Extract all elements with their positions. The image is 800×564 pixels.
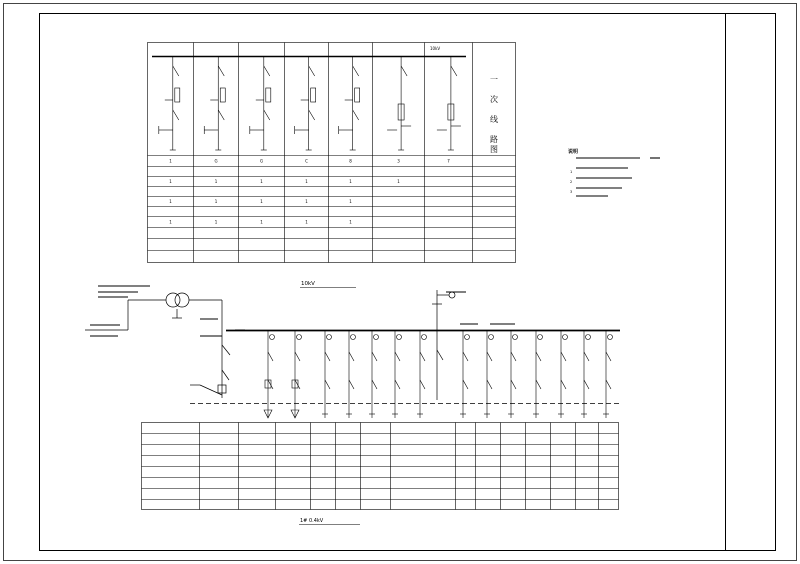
fuse-block (220, 88, 225, 102)
feeder-number-circle (270, 335, 275, 340)
table-cell: 1 (260, 219, 263, 225)
drawing-frame (4, 4, 797, 561)
table-cell: 1 (214, 179, 218, 184)
feeder-circuits (264, 331, 613, 419)
feeder-circuit (460, 331, 470, 419)
disconnector (561, 380, 566, 389)
feeder-number-circle (297, 335, 302, 340)
feeder-circuit (369, 331, 379, 419)
switchgear-circuit (437, 57, 461, 151)
fuse-block (311, 88, 316, 102)
switch (218, 110, 224, 120)
switchgear-circuit (204, 57, 225, 151)
breaker (463, 352, 468, 361)
breaker (268, 352, 273, 361)
disconnector (584, 380, 589, 389)
disconnector (173, 66, 179, 76)
table-cell: 1 (214, 219, 218, 225)
upper-circuit-symbols (159, 57, 461, 151)
bus-voltage-label: 10kV (430, 46, 441, 51)
note-line: 3 (570, 190, 573, 194)
fuse-block (175, 88, 180, 102)
table-cell: 1 (305, 219, 308, 225)
breaker (395, 352, 400, 361)
feeder-number-circle (327, 335, 332, 340)
note-line: 2 (570, 180, 573, 184)
disconnector (218, 66, 224, 76)
breaker (349, 352, 354, 361)
switchgear-circuit (387, 57, 411, 151)
switchgear-circuit (250, 57, 271, 151)
vertical-title-char: 路 (490, 135, 498, 144)
disconnector (420, 380, 425, 389)
disconnector (295, 380, 300, 389)
table-cell: 8 (349, 158, 352, 164)
disconnector (536, 380, 541, 389)
feeder-number-circle (586, 335, 591, 340)
feeder-circuit (322, 331, 332, 419)
notes-text-lines (576, 158, 660, 196)
upper-switchgear-table (148, 43, 516, 263)
vertical-title-char: 图 (490, 145, 498, 154)
feeder-circuit (533, 331, 543, 419)
table-cell: 1 (169, 219, 172, 225)
notes-block (568, 148, 660, 196)
feeder-number-circle (397, 335, 402, 340)
switchgear-circuit (339, 57, 360, 151)
switch (353, 110, 359, 120)
feeder-circuit (291, 331, 302, 419)
breaker (606, 352, 611, 361)
feeder-circuit (417, 331, 427, 419)
notes-title: 说明 (568, 149, 579, 155)
table-cell: 1 (214, 199, 218, 204)
vertical-title (490, 75, 498, 154)
switch (264, 110, 270, 120)
table-cell: 1 (169, 199, 172, 204)
table-cell: 1 (305, 179, 308, 184)
disconnector (487, 380, 492, 389)
disconnector (349, 380, 354, 389)
table-cell: G (259, 158, 264, 164)
switchgear-circuit (159, 57, 180, 151)
lower-feeder-table (142, 423, 619, 510)
auxiliary-tap (432, 290, 515, 400)
disconnector (463, 380, 468, 389)
breaker (511, 352, 516, 361)
breaker (295, 352, 300, 361)
disconnector (606, 380, 611, 389)
fuse-block (266, 88, 271, 102)
feeder-number-circle (563, 335, 568, 340)
feeder-number-circle (489, 335, 494, 340)
disconnector (264, 66, 270, 76)
feeder-number-circle (538, 335, 543, 340)
breaker (372, 352, 377, 361)
feeder-circuit (558, 331, 568, 419)
table-cell: 1 (305, 199, 308, 204)
breaker (584, 352, 589, 361)
table-cell: 1 (169, 179, 172, 184)
table-cell: 1 (169, 158, 172, 164)
feeder-number-circle (374, 335, 379, 340)
table-cell: 1 (349, 219, 352, 225)
disconnector (395, 380, 400, 389)
breaker (561, 352, 566, 361)
table-cell: C (305, 158, 308, 164)
disconnector (268, 380, 273, 389)
table-cell: 1 (260, 179, 263, 184)
lower-bottom-title: 1# 0.4kV (300, 518, 324, 524)
table-cell: 1 (349, 179, 352, 184)
switchgear-circuit (295, 57, 316, 151)
breaker (536, 352, 541, 361)
table-cell: 1 (397, 179, 400, 184)
feeder-number-circle (608, 335, 613, 340)
upper-table-cells (169, 159, 450, 225)
disconnector (451, 66, 457, 76)
switch (173, 110, 179, 120)
disconnector (372, 380, 377, 389)
disconnector (401, 66, 407, 76)
vertical-title-char: 线 (490, 115, 498, 124)
feeder-number-circle (422, 335, 427, 340)
feeder-number-circle (513, 335, 518, 340)
disconnector (309, 66, 315, 76)
lower-top-title: 10kV (301, 281, 315, 287)
feeder-circuit (264, 331, 275, 419)
feeder-circuit (346, 331, 356, 419)
table-cell: G (214, 158, 218, 164)
switch (309, 110, 315, 120)
feeder-circuit (581, 331, 591, 419)
feeder-number-circle (351, 335, 356, 340)
breaker (325, 352, 330, 361)
disconnector (353, 66, 359, 76)
breaker (420, 352, 425, 361)
vertical-title-char: 一 (490, 75, 498, 84)
note-line: 1 (570, 170, 573, 174)
feeder-circuit (508, 331, 518, 419)
vertical-title-char: 次 (490, 95, 498, 104)
feeder-number-circle (465, 335, 470, 340)
disconnector (511, 380, 516, 389)
feeder-circuit (484, 331, 494, 419)
breaker (487, 352, 492, 361)
table-cell: 3 (397, 158, 400, 164)
feeder-circuit (392, 331, 402, 419)
transformer-incoming (85, 286, 222, 336)
feeder-circuit (603, 331, 613, 419)
table-cell: 7 (447, 158, 450, 164)
table-cell: 1 (260, 199, 263, 204)
disconnector (325, 380, 330, 389)
table-cell: 1 (349, 199, 352, 204)
fuse-block (355, 88, 360, 102)
